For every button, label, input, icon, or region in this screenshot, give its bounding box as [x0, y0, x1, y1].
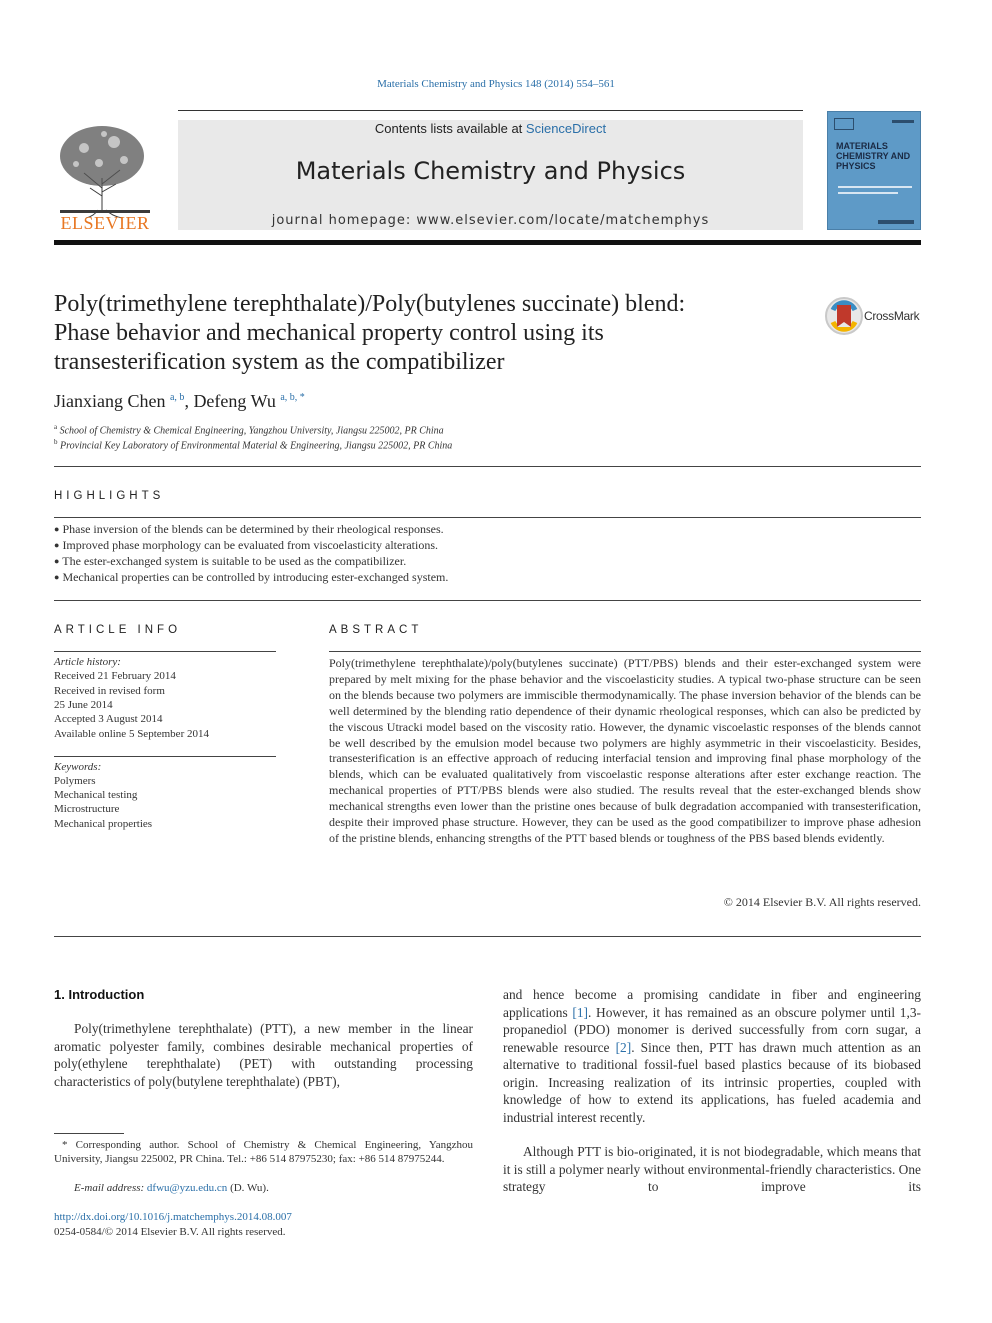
sciencedirect-link[interactable]: ScienceDirect	[525, 121, 607, 136]
email-link[interactable]: dfwu@yzu.edu.cn	[146, 1182, 228, 1194]
history-item: 25 June 2014	[54, 699, 113, 711]
intro-paragraph-left: Poly(trimethylene terephthalate) (PTT), a new member in the linear aromatic polyester family, combines desirable mechanical properties of poly(ethylene terephthalate) (PET) with outstanding processing characteristics of poly(butylene terephthalate) (PBT),	[54, 1021, 473, 1089]
article-title	[54, 290, 814, 377]
footnote-rule	[54, 1133, 124, 1134]
divider	[54, 936, 921, 937]
divider	[329, 651, 921, 652]
journal-homepage[interactable]: journal homepage: www.elsevier.com/locate/matchemphys	[271, 213, 710, 228]
author-name[interactable]: Jianxiang Chen	[54, 391, 166, 411]
title-line-3: transesterification system as the compatibilizer	[54, 349, 505, 375]
cover-barcode	[878, 220, 914, 224]
elsevier-wordmark: ELSEVIER	[60, 213, 150, 232]
keyword: Mechanical properties	[54, 818, 153, 830]
divider	[54, 600, 921, 601]
author-name[interactable]: Defeng Wu	[193, 391, 276, 411]
cover-title: MATERIALS CHEMISTRY AND PHYSICS	[836, 141, 911, 171]
title-line-1: Poly(trimethylene terephthalate)/Poly(butylenes succinate) blend:	[54, 291, 686, 317]
doi-link[interactable]: http://dx.doi.org/10.1016/j.matchemphys.2014.08.007	[54, 1211, 292, 1223]
title-line-2: Phase behavior and mechanical property control using its	[54, 320, 604, 346]
cover-line	[838, 186, 912, 188]
author-separator: ,	[184, 391, 194, 411]
cover-emblem	[834, 118, 854, 130]
history-label: Article history:	[54, 656, 121, 668]
header-bottom-rule	[54, 240, 921, 245]
keywords-label: Keywords:	[54, 761, 102, 773]
keyword: Microstructure	[54, 803, 120, 815]
section-heading-introduction: 1. Introduction	[54, 987, 145, 1002]
affiliation-a	[54, 423, 444, 436]
reference-link[interactable]: [1]	[572, 1004, 589, 1020]
highlight-item: ● Phase inversion of the blends can be determined by their rheological responses.	[54, 522, 444, 536]
author-affil-sup[interactable]: a, b	[169, 392, 185, 403]
abstract-heading: ABSTRACT	[329, 624, 423, 636]
history-item: Accepted 3 August 2014	[54, 713, 163, 725]
keyword: Polymers	[54, 775, 96, 787]
reference-link[interactable]: [2]	[615, 1039, 632, 1055]
contents-line	[178, 121, 803, 136]
highlight-item: ● The ester-exchanged system is suitable to be used as the compatibilizer.	[54, 554, 407, 568]
highlight-item: ● Mechanical properties can be controlled by introducing ester-exchanged system.	[54, 570, 449, 584]
intro-paragraph-right-2: Although PTT is bio-originated, it is not biodegradable, which means that it is still a polymer nearly without environmental-friendly characteristics. One strategy to improve its	[503, 1144, 921, 1194]
history-item: Available online 5 September 2014	[54, 728, 209, 740]
highlights-heading: HIGHLIGHTS	[54, 490, 165, 502]
highlight-item: ● Improved phase morphology can be evaluated from viscoelasticity alterations.	[54, 538, 438, 552]
abstract-text: Poly(trimethylene terephthalate)/poly(butylenes succinate) (PTT/PBS) blends and their ester-exchanged system were prepared by melt mixing for the phase behavior and the viscoelasticity studies. A typical two-phase structure can be seen on the blends because two polymers are immiscible thermodynamically. The phase inversion behavior of the blends can be well determined by the blending ratio dependence of their dynamic rheological responses, which can also be predicted by the viscous Utracki model based on the viscosity ratio. However, the dynamic viscoelastic responses of the blends cannot be well described by the emulsion model because two polymers are highly asymmetric in their viscoelasticity. Besides, transesterification is an effective approach of reducing interfacial tension and improving final phase morphology of the blends, which can be evaluated qualitatively from viscoelastic response alterations after ester exchange reaction. The mechanical properties of PTT/PBS blends were also studied. The results reveal that the ester-exchanged blends show mechanical strengths even lower than the pristine ones because of bulk degradation accompanied with transesterification, despite their improved phase structure. However, they can be used as the good compatibilizer to improve phase adhesion of the pristine blends, enhancing strengths of the PTT based blends or toughness of the PBS based blends evidently.	[329, 656, 921, 845]
header-top-rule	[178, 110, 803, 111]
affiliation-sup: b	[54, 438, 58, 446]
abstract-copyright: © 2014 Elsevier B.V. All rights reserved.	[723, 895, 921, 909]
affiliation-text: School of Chemistry & Chemical Engineering, Yangzhou University, Jiangsu 225002, PR China	[59, 425, 444, 437]
keyword: Mechanical testing	[54, 789, 138, 801]
history-item: Received in revised form	[54, 685, 165, 697]
author-affil-sup[interactable]: a, b, *	[280, 392, 305, 403]
corresponding-author-note: * Corresponding author. School of Chemistry & Chemical Engineering, Yangzhou University, Jiangsu 225002, PR China. Tel.: +86 514 87975230; fax: +86 514 87975244.	[54, 1139, 473, 1165]
divider	[54, 466, 921, 467]
affiliation-text: Provincial Key Laboratory of Environmental Material & Engineering, Jiangsu 225002, PR China	[60, 440, 453, 452]
email-note: E-mail address: dfwu@yzu.edu.cn (D. Wu).	[74, 1182, 269, 1194]
issn-copyright: 0254-0584/© 2014 Elsevier B.V. All rights reserved.	[54, 1226, 286, 1238]
author-list	[54, 391, 305, 412]
elsevier-tree-logo	[54, 118, 156, 232]
article-info-heading: ARTICLE INFO	[54, 624, 182, 636]
divider	[54, 651, 276, 652]
intro-paragraph-right: and hence become a promising candidate in fiber and engineering applications [1]. However, it has remained as an obscure polymer until 1,3-propanediol (PDO) monomer is derived successfully from corn sugar, a renewable resource [2]. Since then, PTT has drawn much attention as an alternative to traditional fossil-fuel based plastics because of its biobased origin. Increasing realization of its intrinsic properties, coupled with knowledge of how to extend its applications, has fueled academia and industrial interest recently.	[503, 987, 921, 1125]
contents-prefix: Contents lists available at	[374, 121, 526, 136]
divider	[54, 517, 921, 518]
journal-title: Materials Chemistry and Physics	[295, 157, 686, 185]
history-item: Received 21 February 2014	[54, 670, 176, 682]
cover-mark	[892, 120, 914, 123]
affiliation-sup: a	[54, 423, 58, 431]
crossmark-label[interactable]: CrossMark	[864, 309, 920, 323]
cover-line	[838, 192, 898, 194]
journal-citation[interactable]: Materials Chemistry and Physics 148 (2014) 554–561	[377, 78, 615, 90]
affiliation-b	[54, 438, 452, 451]
divider	[54, 756, 276, 757]
